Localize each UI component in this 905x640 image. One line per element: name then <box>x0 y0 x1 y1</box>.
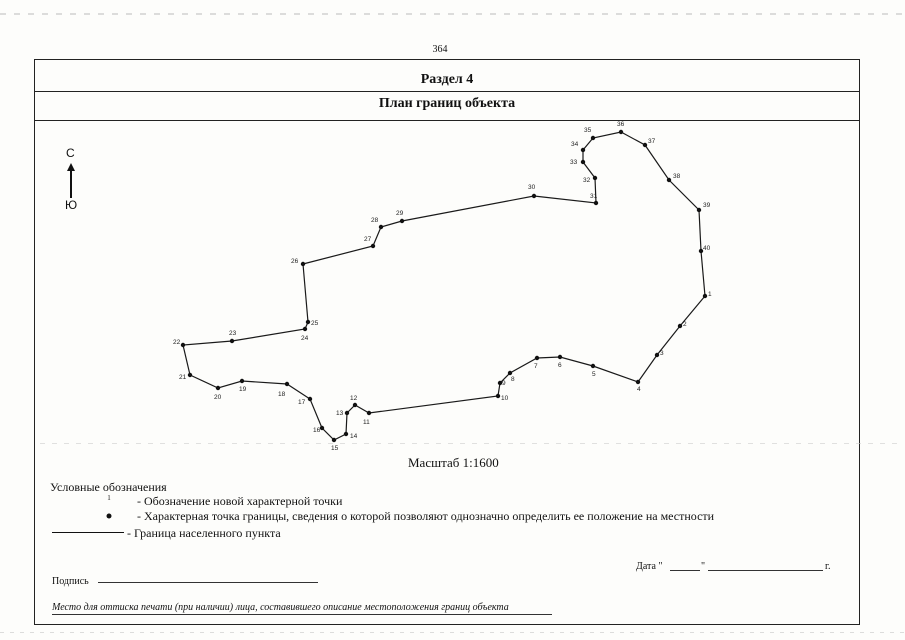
boundary-point-label: 33 <box>570 159 578 166</box>
scan-artifact-bottom <box>0 632 905 633</box>
boundary-point-label: 26 <box>291 258 299 265</box>
date-day-field <box>670 570 700 571</box>
scale-label: Масштаб 1:1600 <box>408 455 499 470</box>
boundary-point <box>303 327 307 331</box>
date-quote: " <box>701 561 706 572</box>
boundary-point <box>496 394 500 398</box>
boundary-point <box>371 244 375 248</box>
boundary-point-label: 36 <box>617 121 625 128</box>
boundary-point-label: 16 <box>313 427 321 434</box>
boundary-point-label: 8 <box>511 376 515 383</box>
north-label: С <box>66 146 75 160</box>
boundary-point-label: 1 <box>708 291 712 298</box>
boundary-point <box>400 219 404 223</box>
boundary-point-label: 30 <box>528 184 536 191</box>
boundary-point-label: 32 <box>583 177 591 184</box>
boundary-point <box>667 178 671 182</box>
signature-field <box>98 582 318 583</box>
boundary-point <box>230 339 234 343</box>
boundary-point-label: 40 <box>703 245 711 252</box>
boundary-point <box>594 201 598 205</box>
point-icon <box>84 509 134 524</box>
legend-text: - Граница населенного пункта <box>127 526 281 540</box>
boundary-point <box>643 143 647 147</box>
date-label: Дата " <box>636 561 663 572</box>
stamp-note: Место для оттиска печати (при наличии) лица, составившего описание местоположения границ объекта <box>52 602 509 613</box>
boundary-point-label: 35 <box>584 127 592 134</box>
boundary-point <box>308 397 312 401</box>
section-title: Раздел 4 <box>420 72 474 87</box>
legend-item-boundary-point <box>84 509 714 524</box>
legend-title: Условные обозначения <box>50 480 167 494</box>
boundary-point <box>379 225 383 229</box>
boundary-point-label: 24 <box>301 335 309 342</box>
boundary-point-label: 28 <box>371 217 379 224</box>
signature-label: Подпись <box>52 576 89 587</box>
boundary-point-label: 22 <box>173 339 181 346</box>
stamp-underline <box>52 614 552 615</box>
boundary-point <box>353 403 357 407</box>
boundary-point-label: 2 <box>683 321 687 328</box>
page-number: 364 <box>432 44 448 55</box>
boundary-point <box>636 380 640 384</box>
boundary-point <box>697 208 701 212</box>
boundary-point-label: 17 <box>298 399 306 406</box>
boundary-point-label: 27 <box>364 236 372 243</box>
boundary-point-label: 11 <box>363 419 370 426</box>
boundary-point-label: 38 <box>673 173 681 180</box>
boundary-point <box>703 294 707 298</box>
boundary-point <box>532 194 536 198</box>
boundary-point <box>240 379 244 383</box>
plan-title: План границ объекта <box>378 96 516 111</box>
boundary-point-label: 39 <box>703 202 711 209</box>
settlement-boundary-line <box>183 132 705 440</box>
line-icon <box>52 532 124 541</box>
boundary-point-label: 4 <box>637 386 641 393</box>
boundary-point <box>285 382 289 386</box>
boundary-point-label: 13 <box>336 410 344 417</box>
boundary-point-label: 6 <box>558 362 562 369</box>
boundary-point <box>301 262 305 266</box>
boundary-point-label: 21 <box>179 374 187 381</box>
boundary-point-label: 5 <box>592 371 596 378</box>
boundary-point-label: 34 <box>571 141 579 148</box>
boundary-point-label: 29 <box>396 210 404 217</box>
boundary-point <box>535 356 539 360</box>
date-year-suffix: г. <box>825 561 831 572</box>
boundary-point-label: 18 <box>278 391 286 398</box>
boundary-point <box>345 411 349 415</box>
boundary-point-label: 25 <box>311 320 319 327</box>
boundary-point <box>508 371 512 375</box>
boundary-point <box>581 160 585 164</box>
boundary-point <box>655 353 659 357</box>
boundary-point <box>591 136 595 140</box>
boundary-point-label: 7 <box>534 363 538 370</box>
boundary-point <box>678 324 682 328</box>
legend-item-new-point <box>84 494 342 509</box>
legend-text: - Характерная точка границы, сведения о которой позволяют однозначно определить ее положение на местности <box>137 509 715 523</box>
boundary-point <box>216 386 220 390</box>
legend-text: - Обозначение новой характерной точки <box>137 494 343 508</box>
boundary-point <box>188 373 192 377</box>
boundary-point-label: 23 <box>229 330 237 337</box>
boundary-point <box>558 355 562 359</box>
boundary-point-label: 20 <box>214 394 222 401</box>
boundary-point-label: 31 <box>590 193 598 200</box>
boundary-point <box>344 432 348 436</box>
boundary-point-label: 37 <box>648 138 656 145</box>
boundary-point-label: 3 <box>660 350 664 357</box>
boundary-point-label: 12 <box>350 395 358 402</box>
boundary-point-label: 19 <box>239 386 247 393</box>
boundary-point <box>306 320 310 324</box>
boundary-point <box>619 130 623 134</box>
boundary-point <box>581 148 585 152</box>
boundary-point <box>591 364 595 368</box>
legend-symbol: 1 <box>107 494 111 502</box>
south-label: Ю <box>65 198 78 212</box>
boundary-point <box>332 438 336 442</box>
boundary-point <box>320 426 324 430</box>
boundary-point <box>367 411 371 415</box>
boundary-point <box>181 343 185 347</box>
legend-item-settlement-border <box>52 526 281 541</box>
boundary-point-label: 10 <box>501 395 509 402</box>
boundary-point <box>593 176 597 180</box>
boundary-point-label: 15 <box>331 445 339 452</box>
scan-artifact-mid <box>40 443 900 444</box>
date-month-field <box>708 570 823 571</box>
boundary-point-label: 14 <box>350 433 358 440</box>
boundary-point-label: 9 <box>502 380 506 387</box>
